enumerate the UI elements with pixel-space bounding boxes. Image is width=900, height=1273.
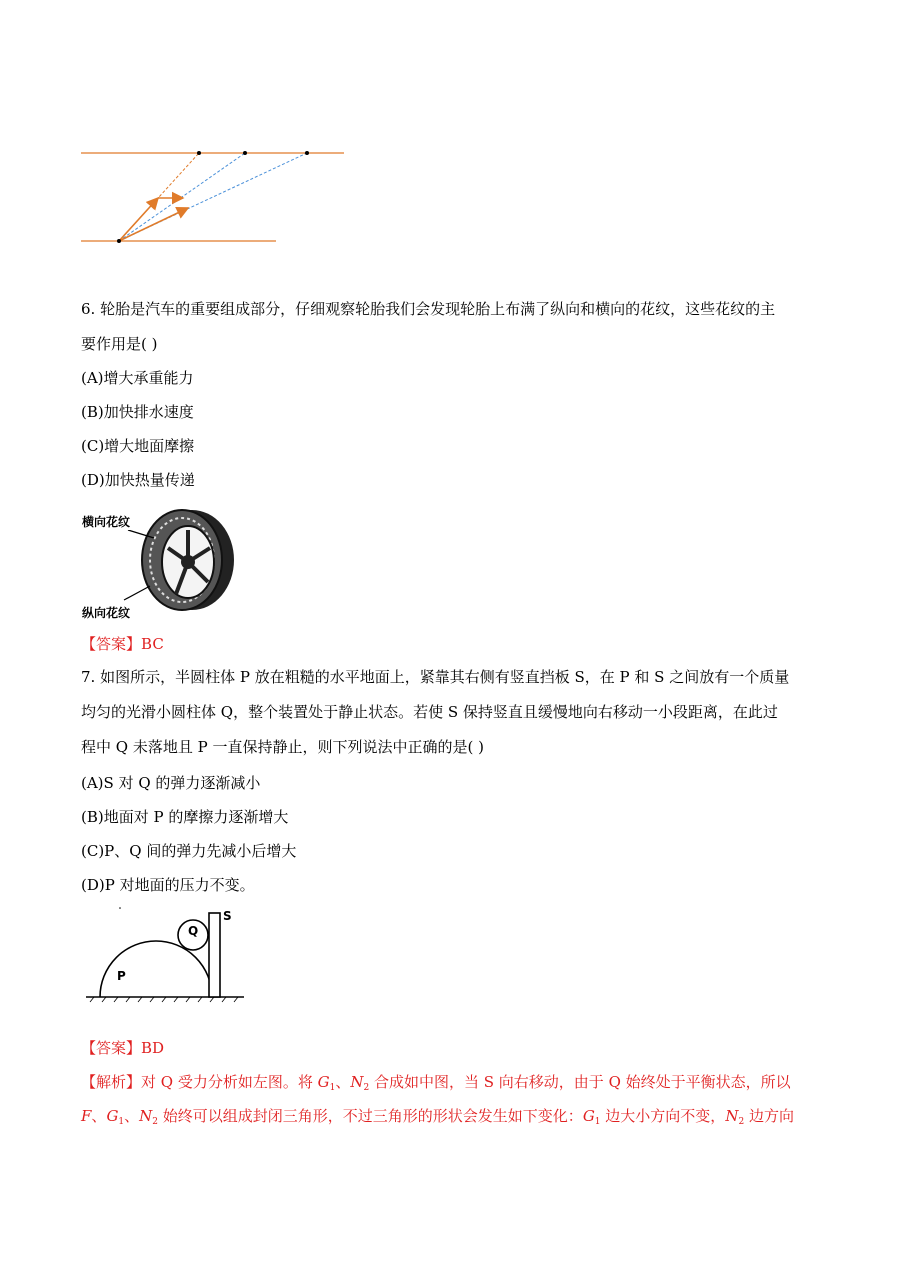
separator: 、 — [335, 1073, 351, 1091]
q6-stem-line1: 6. 轮胎是汽车的重要组成部分，仔细观察轮胎我们会发现轮胎上布满了纵向和横向的花纹，这些花纹的主 — [81, 300, 776, 318]
label-p: P — [117, 969, 126, 983]
pqs-figure — [84, 905, 254, 1005]
q6-answer — [81, 634, 164, 654]
q7-option-a: (A)S 对 Q 的弹力逐渐减小 — [81, 774, 261, 792]
analysis-text-2b: 边大小方向不变， — [600, 1107, 726, 1125]
q7-option-b: (B)地面对 P 的摩擦力逐渐增大 — [81, 808, 289, 826]
q6-option-c: (C)增大地面摩擦 — [81, 437, 195, 455]
q6-answer-value: BC — [141, 635, 164, 653]
q7-answer-tag: 【答案】 — [81, 1039, 142, 1057]
symbol-n: N — [725, 1107, 739, 1125]
analysis-text-1a: 对 Q 受力分析如左图。将 — [141, 1073, 318, 1091]
point-origin — [117, 239, 121, 243]
analysis-text-1b: 合成如中图，当 S 向右移动，由于 Q 始终处于平衡状态，所以 — [369, 1073, 791, 1091]
separator: 、 — [124, 1107, 140, 1125]
q6-option-d: (D)加快热量传递 — [81, 471, 195, 489]
subscript-2: 2 — [152, 1117, 159, 1127]
subscript-2: 2 — [363, 1083, 370, 1093]
dashed-line-2 — [119, 153, 245, 241]
separator: 、 — [91, 1107, 107, 1125]
q7-analysis-line2 — [81, 1106, 794, 1132]
q7-option-d: (D)P 对地面的压力不变。 — [81, 876, 255, 894]
force-diagram-figure — [78, 140, 348, 250]
q6-answer-tag: 【答案】 — [81, 635, 142, 653]
analysis-text-2a: 始终可以组成封闭三角形，不过三角形的形状会发生如下变化： — [158, 1107, 583, 1125]
label-q: Q — [188, 924, 199, 938]
q7-answer — [81, 1038, 164, 1058]
subscript-2: 2 — [738, 1117, 745, 1127]
q7-stem-line1: 7. 如图所示，半圆柱体 P 放在粗糙的水平地面上，紧靠其右侧有竖直挡板 S，在 P 和 S 之间放有一个质量 — [81, 668, 790, 686]
symbol-g: G — [106, 1107, 119, 1125]
subscript-1: 1 — [329, 1083, 336, 1093]
q7-answer-value: BD — [141, 1039, 165, 1057]
symbol-g: G — [317, 1073, 330, 1091]
q7-analysis-tag: 【解析】 — [81, 1073, 142, 1091]
q7-stem-line2: 均匀的光滑小圆柱体 Q，整个装置处于静止状态。若使 S 保持竖直且缓慢地向右移动一小段距离，在此过 — [81, 703, 778, 721]
point-3 — [305, 151, 309, 155]
symbol-g: G — [582, 1107, 595, 1125]
q6-option-a: (A)增大承重能力 — [81, 369, 194, 387]
q6-stem-line2: 要作用是( ) — [81, 335, 158, 353]
point-1 — [197, 151, 201, 155]
q7-stem-line3: 程中 Q 未落地且 P 一直保持静止，则下列说法中正确的是( ) — [81, 738, 484, 756]
symbol-n: N — [350, 1073, 364, 1091]
q6-option-b: (B)加快排水速度 — [81, 403, 194, 421]
subscript-1: 1 — [118, 1117, 125, 1127]
subscript-1: 1 — [594, 1117, 601, 1127]
force-arrow-1 — [119, 198, 158, 241]
symbol-n: N — [139, 1107, 153, 1125]
label-s: S — [223, 909, 232, 923]
symbol-f: F — [81, 1107, 92, 1125]
q7-option-c: (C)P、Q 间的弹力先减小后增大 — [81, 842, 297, 860]
tire-label-longitudinal: 纵向花纹 — [82, 606, 131, 620]
force-arrow-2 — [119, 208, 188, 241]
point-2 — [243, 151, 247, 155]
analysis-text-2c: 边方向 — [744, 1107, 794, 1125]
tire-figure — [82, 508, 242, 623]
tire-label-transverse: 横向花纹 — [82, 515, 131, 529]
q7-analysis-line1 — [81, 1072, 791, 1098]
